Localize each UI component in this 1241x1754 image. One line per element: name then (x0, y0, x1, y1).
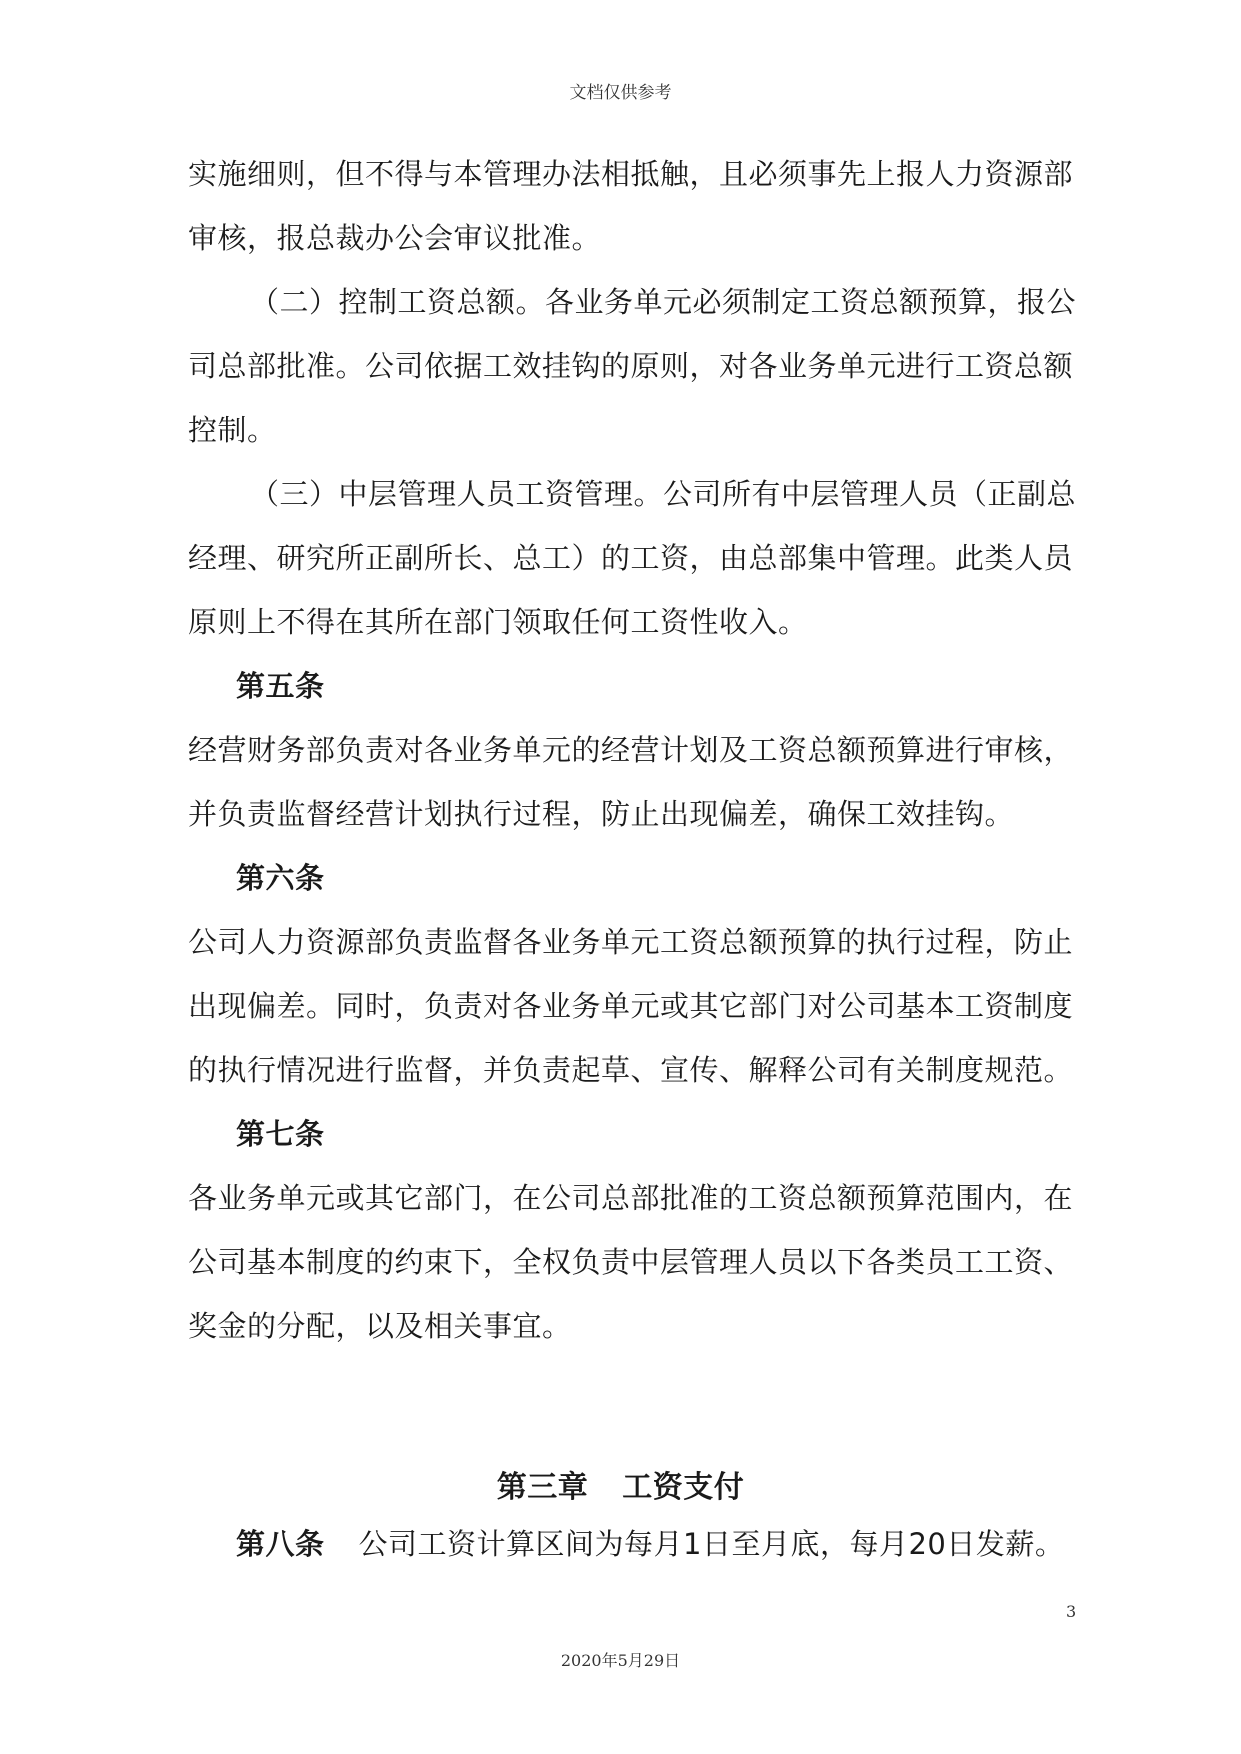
article-8-heading: 第八条 (236, 1527, 325, 1561)
paragraph-control-total-wages: （二）控制工资总额。各业务单元必须制定工资总额预算，报公司总部批准。公司依据工效挂钩的原则，对各业务单元进行工资总额控制。 (188, 285, 1077, 447)
article-8 (236, 1522, 1064, 1563)
chapter-title (0, 1462, 1241, 1506)
page-header: 文档仅供参考 (569, 83, 672, 103)
chapter-name: 工资支付 (622, 1470, 745, 1505)
article-5-heading: 第五条 (236, 669, 325, 703)
article-6-heading: 第六条 (236, 861, 325, 895)
article-7-heading: 第七条 (236, 1117, 325, 1151)
body-content (188, 142, 1078, 1358)
paragraph-implementation-rules: 实施细则，但不得与本管理办法相抵触，且必须事先上报人力资源部审核，报总裁办公会审议批准。 (188, 157, 1074, 255)
page-footer-date: 2020年5月29日 (560, 1651, 681, 1670)
page-number: 3 (1066, 1602, 1077, 1621)
article-5-text: 经营财务部负责对各业务单元的经营计划及工资总额预算进行审核，并负责监督经营计划执行过程，防止出现偏差，确保工效挂钩。 (188, 733, 1074, 831)
article-6-text: 公司人力资源部负责监督各业务单元工资总额预算的执行过程，防止出现偏差。同时，负责对各业务单元或其它部门对公司基本工资制度的执行情况进行监督，并负责起草、宣传、解释公司有关制度规范。 (188, 925, 1074, 1087)
chapter-number: 第三章 (496, 1470, 589, 1505)
article-8-text: 公司工资计算区间为每月1日至月底，每月20日发薪。 (358, 1527, 1065, 1561)
article-7-text: 各业务单元或其它部门，在公司总部批准的工资总额预算范围内，在公司基本制度的约束下，全权负责中层管理人员以下各类员工工资、奖金的分配，以及相关事宜。 (188, 1181, 1074, 1343)
paragraph-middle-management-wages: （三）中层管理人员工资管理。公司所有中层管理人员（正副总经理、研究所正副所长、总工）的工资，由总部集中管理。此类人员原则上不得在其所在部门领取任何工资性收入。 (188, 477, 1077, 639)
